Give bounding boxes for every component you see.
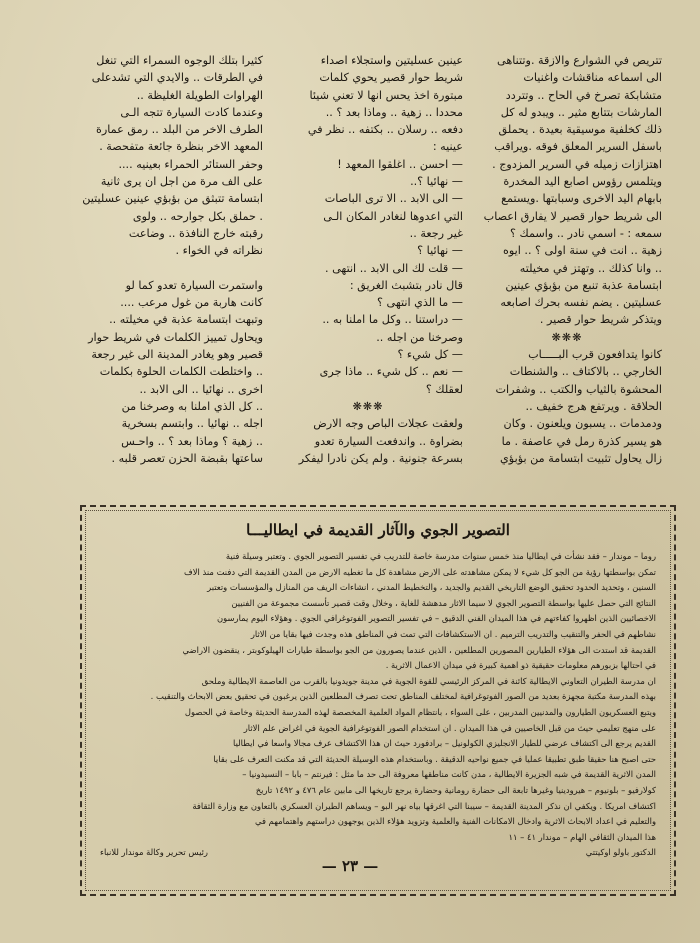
- story-column-middle: [273, 52, 463, 482]
- text-line: محددا .. زهية .. وماذا بعد ؟ ..: [325, 105, 463, 119]
- text-line: التي اعدوها لنغادر المكان الـى: [323, 209, 463, 223]
- article-line: كولارفيو – بلونيوم – هيرودينيا وغيرها تابعة الى حضارة رومانية وحضارة يرجع تاريخها الى مابين عام ٤٧٦ و ١٤٩٢ تاريخ: [255, 784, 656, 795]
- text-line: اخرى .. نهائيا .. الى الابد ..: [139, 382, 263, 396]
- article-line: هذا الميدان الثقافي الهام – موندار ٤١ – ١١: [508, 831, 656, 842]
- article-line: اكتشاف امريكا . ويكفي ان نذكر المدينة القديمة – سيبنا التي اغرقها بياه نهر البو – ويساهم الطيران العسكري بالتعاون مع وزارة الثقافة: [192, 800, 656, 811]
- text-line: كثيرا بتلك الوجوه السمراء التي تنغل: [96, 54, 263, 67]
- article-line: نشاطهم في الحفر والتنقيب والتدريب الترميم . ان الاستكشافات التي تمت في المناطق هذه وجدت فيها بقايا من الاثار: [250, 628, 656, 639]
- text-line: — احسن .. اغلقوا المعهد !: [337, 157, 463, 171]
- text-line: — نهائيا ؟: [417, 244, 463, 258]
- text-line: المارشات بتتابع مثير .. ويبدو له كل: [500, 105, 662, 119]
- text-line: كانوا يتدافعون قرب البـــــاب: [528, 348, 662, 362]
- article-line: تمكن بواسطتها رؤية من الجو كل شيء لا يمكن مشاهدته على الارض مشاهدة كل ما تغطيه الارض من المدن القديمة التي دفنت منذ الاف: [184, 566, 656, 577]
- text-line: بابهام اليد الاخرى وسبابتها .ويستمع: [501, 192, 662, 206]
- text-line: . حملق بكل جوارحه .. ولوى: [132, 209, 263, 223]
- text-line: بضراوة .. واندفعت السيارة تعدو: [314, 434, 463, 448]
- text-line: ويحاول تمييز الكلمات في شريط حوار: [88, 330, 263, 344]
- text-line: على الف مرة من اجل ان يرى ثانية: [100, 175, 263, 189]
- text-line: — قلت لك الى الابد .. انتهى .: [324, 261, 463, 275]
- text-line: الهراوات الطويلة الغليظة ..: [136, 88, 263, 102]
- text-line: عينين عسليتين واستجلاء اصداء: [320, 54, 463, 67]
- text-line: نظراته في الخواء .: [175, 244, 263, 258]
- text-line: اجله .. نهائيا .. وابتسم بسخرية: [121, 417, 263, 431]
- text-line: .. كل الذي املنا به وصرخنا من: [121, 399, 263, 413]
- text-line: .. واختلطت الكلمات الحلوة بكلمات: [99, 365, 263, 379]
- text-line: اهتزازات زميله في السرير المزدوج .: [492, 157, 662, 171]
- article-line: ان مدرسة الطيران التعاوني الايطالية كائنة في المركز الرئيسي للقوة الجوية في مدينة جويدونيا بالقرب من العاصمة الايطالية وملحق: [201, 675, 656, 686]
- text-line: متشابكة تصرخ في الحاح .. وتتردد: [505, 88, 662, 102]
- text-line: المحشوة بالثياب والكتب .. وشفرات: [495, 382, 662, 396]
- text-line: بسرعة جنونية . ولم يكن نادرا ليفكر: [298, 451, 463, 465]
- text-line: — الى الابد .. الا ترى الباصات: [324, 192, 463, 206]
- story-column-right: [472, 52, 662, 482]
- text-line: ويتذكر شريط حوار قصير .: [539, 313, 662, 327]
- text-line: تتريص في الشوارع والازقة .وتتناهى: [497, 54, 662, 67]
- article-signature: [100, 847, 656, 857]
- text-line: الطرف الاخر من البلد .. رمق عمارة: [95, 123, 263, 137]
- text-line: ذلك كخلفية موسيقية بعيدة . يحملق: [498, 123, 662, 137]
- text-line: زال يحاول تثبيت ابتسامة من بؤبؤي: [500, 451, 662, 465]
- text-line: واستمرت السيارة تعدو كما لو: [125, 278, 263, 292]
- text-line: ابتسامة عذبة تنبع من بؤبؤي عينين: [505, 278, 662, 292]
- text-line: ابتسامة تتبثق من بؤبؤي عينين عسليتين: [82, 192, 263, 206]
- article-line: حتى اصبح هنا حقيقا طبق تطبيقا عمليا في جميع نواحيه الدقيقة . وباستخدام هذه الوسيلة الحديثة التي قد مكنت التعرف على بقايا: [213, 753, 656, 764]
- text-line: ودمدمات .. يسبون ويلعنون . وكان: [503, 417, 662, 431]
- text-line: زهية .. انت في سنة اولى ؟ .. ايوه: [502, 244, 662, 258]
- story-column-left: [68, 52, 263, 482]
- text-line: ولعقت عجلات الباص وجه الارض: [313, 417, 463, 431]
- article-line: السنين ، وتحديد الحدود تحقيق الوضع التاريخي القديم والجديد ، والتخطيط المدني ، انشاءات الريف من المنازل والمؤسسات وتعتبر: [207, 582, 656, 593]
- text-line: — نهائيا ؟..: [410, 175, 463, 189]
- text-line: — كل شيء ؟: [397, 348, 463, 362]
- article-line: والتعليم في اعداد الابحاث الاثرية وادخال الامكانات الفنية والعلمية وتزويد هؤلاء الذين يوجهون دراستهم واهتمامهم في: [255, 816, 656, 827]
- text-line: — دراستنا .. وكل ما املنا به ..: [322, 313, 463, 327]
- author-title: رئيس تحرير وكالة موندار للانباء: [100, 847, 208, 858]
- text-line: .. وانا كذلك .. وتهتز في مخيلته: [519, 261, 662, 275]
- article-box: [80, 505, 676, 896]
- text-line: دفعه .. رسلان .. بكتفه .. نظر في: [307, 123, 463, 137]
- article-line: الاخصائيين الذين اظهروا كفاءتهم في هذا الميدان الفني الدقيق – في تفسير التصوير الفوتوغرافي الجوي . وهؤلاء اليوم يمارسون: [217, 613, 656, 624]
- text-line: وصرخنا من اجله ..: [376, 330, 463, 344]
- text-line: سمعه : - اسمي نادر .. واسمك ؟: [510, 226, 662, 240]
- text-line: قصير وهو يغادر المدينة الى غير رجعة: [91, 348, 263, 362]
- text-line: — ما الذي انتهى ؟: [377, 296, 463, 310]
- article-line: على منهج تعليمي حيث من قبل الخاصيين في هذا الميدان . ان استخدام الصور الفوتوغرافية الجوية في اغراض علم الاثار: [243, 722, 656, 733]
- text-line: — نعم .. كل شيء .. ماذا جرى: [319, 365, 463, 379]
- article-line: بهذه المدرسة مكتبة مجهزة بعديد من الصور الفوتوغرافية لمختلف المناطق تحت تصرف المطلعين الذين يرغبون في تحقيق بعض الابحاث والتنقيب .: [150, 691, 656, 702]
- article-line: روما – موندار – فقد نشأت في ايطاليا منذ خمس سنوات مدرسة خاصة للتدريب في تفسير التصوير الجوي . وتعتبر وسيلة فنية: [225, 551, 656, 561]
- text-line: لعقلك ؟: [425, 382, 463, 396]
- page-number: — ٢٣ —: [321, 857, 379, 875]
- article-line: القديمة قد استدت الى هؤلاء الطيارين المصورين المطلعين ، الذين عندما يصورون من الجو بواسطة طيارات الهيلوكوبتر ، ينقضون الاراضي: [182, 644, 656, 655]
- article-line: المدن الاثرية القديمة في شبه الجزيرة الايطالية ، مدن كانت مناطقها معروفة الى حد ما مثل : فيرنتم – بابا – النسيدونيا –: [242, 769, 656, 780]
- author-name: الدكتور باولو اوكيتتي: [585, 847, 656, 858]
- text-line: وعندما كادت السيارة تتجه الـى: [120, 105, 263, 119]
- text-line: في الطرقات .. والايدي التي تشدعلى: [91, 71, 263, 85]
- text-line: الى شريط حوار قصير لا يفارق اعصاب: [483, 209, 662, 223]
- text-line: المعهد الاخر بنظرة جائعة متفحصة .: [99, 140, 263, 154]
- article-line: ويتبع العسكريون الطيارون والمدنيين المدربين ، على السواء ، بانتظام المواد العلمية المخصصة لهذه المدرسة الحديثة وخاصة في الحصول: [184, 706, 656, 717]
- text-line: غير رجعة ..: [409, 226, 463, 240]
- text-line: الحلاقة . ويرتفع هرج خفيف ..: [525, 399, 662, 413]
- text-line: شريط حوار قصير يحوي كلمات: [319, 71, 463, 85]
- article-line: القديم يرجع الى اكتشاف عرضي للطيار الانجليزي الكولونيل – برادفورد حيث ان هذا الاكتشاف عرف مجالا واسعا في ايطاليا: [233, 738, 656, 749]
- text-line: وتبهت ابتسامة عذبة في مخيلته ..: [109, 313, 263, 327]
- text-line: وحفر الستائر الحمراء بعينيه ....: [118, 157, 263, 171]
- text-line: قال نادر بتشبث الغريق :: [349, 278, 463, 292]
- article-line: في احتالها بزبورهم معلومات حقيقية ذو اهمية كبيرة في ميدان الاعمال الاثرية .: [385, 660, 656, 671]
- text-line: الى اسماعه مناقشات واغنيات: [523, 71, 662, 85]
- article-title: التصوير الجوي والآثار القديمة في ايطاليـــا: [246, 521, 510, 539]
- section-divider-stars: ❋❋❋: [551, 330, 583, 344]
- text-line: [68, 260, 263, 277]
- text-line: مبتورة اخذ يحس انها لا تعني شيئا: [309, 88, 463, 102]
- text-line: ساعتها بقبضة الحزن تعصر قلبه .: [111, 451, 263, 465]
- text-line: كانت هاربة من غول مرعب ....: [120, 296, 263, 310]
- text-line: عينيه :: [432, 140, 463, 154]
- text-line: عسليتين . يضم نفسه بحرك اصابعه: [500, 296, 662, 310]
- text-line: باسفل السرير المعلق فوقه .ويراقب: [494, 140, 662, 154]
- article-body: [100, 549, 656, 845]
- article-line: النتائج التي حصل عليها بواسطة التصوير الجوي لا سيما الاثار مدهشة للغاية ، وخلال وقت قصير تأسست مجموعة من الفنيين: [231, 597, 656, 608]
- text-line: رقبته خارج النافذة .. وضاعت: [128, 226, 263, 240]
- section-divider-stars: ❋❋❋: [352, 399, 384, 413]
- text-line: ويتلمس رؤوس اصابع اليد المخدرة: [503, 175, 662, 189]
- text-line: هو يسير كذرة رمل في عاصفة . ما: [501, 434, 662, 448]
- text-line: الخارجي .. بالاكتاف .. والشنطات: [509, 365, 662, 379]
- text-line: .. زهية ؟ وماذا بعد ؟ .. واحـس: [121, 434, 263, 448]
